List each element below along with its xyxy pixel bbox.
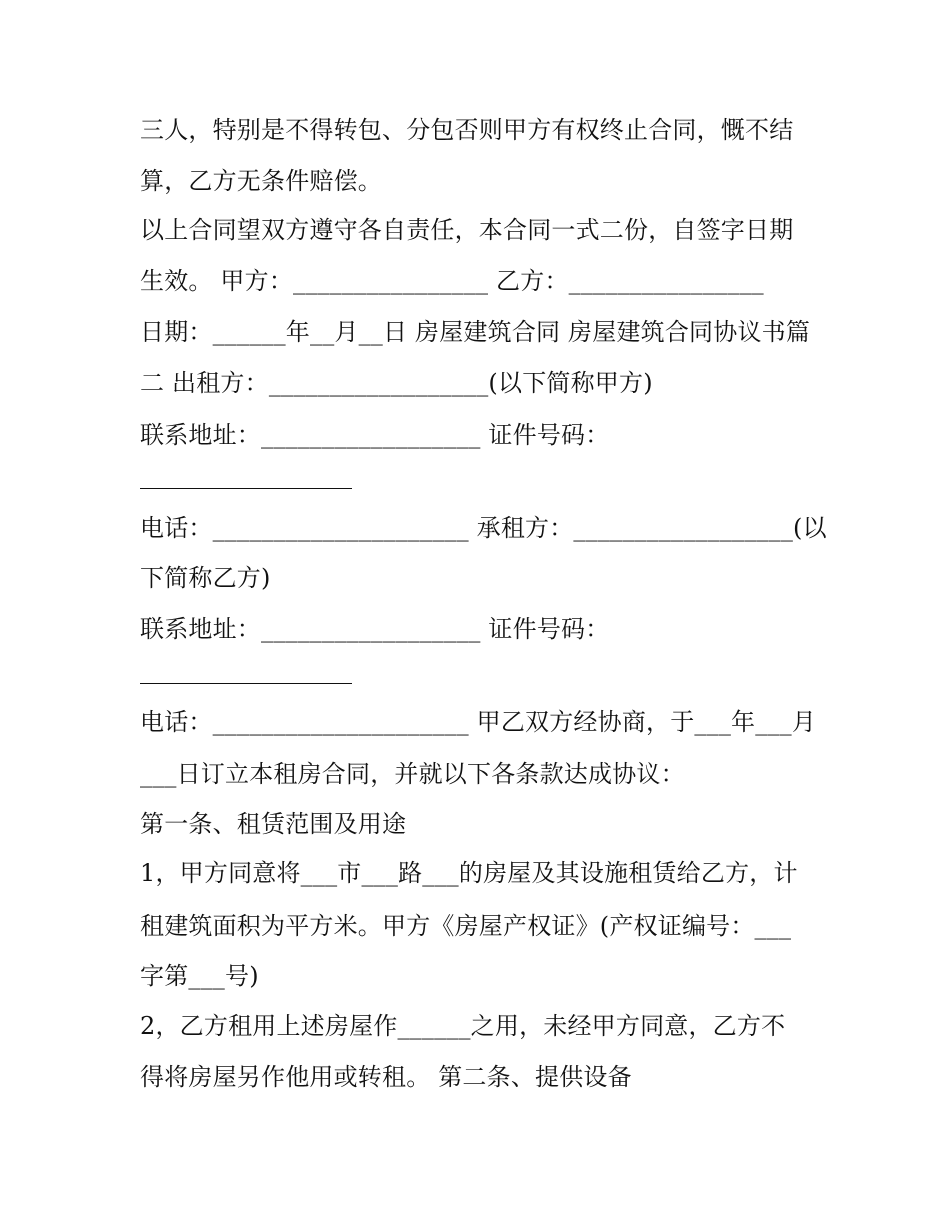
blank-fill-line-1: [140, 488, 352, 489]
blank-fill-line-2: [140, 683, 352, 684]
text-line-15: 租建筑面积为平方米。甲方《房屋产权证》(产权证编号：___: [140, 912, 792, 940]
text-line-4: 生效。 甲方：________________ 乙方：________________: [140, 267, 764, 295]
text-line-14: 1，甲方同意将___市___路___的房屋及其设施租赁给乙方，计: [140, 859, 798, 887]
text-line-11: 电话：_____________________ 甲乙双方经协商，于___年___月: [140, 708, 817, 736]
text-line-5: 日期：______年__月__日 房屋建筑合同 房屋建筑合同协议书篇: [140, 318, 811, 346]
text-line-1: 三人，特别是不得转包、分包否则甲方有权终止合同，慨不结: [140, 116, 794, 144]
text-line-7: 联系地址：__________________ 证件号码：: [140, 421, 610, 449]
text-line-10: 联系地址：__________________ 证件号码：: [140, 615, 610, 643]
text-line-8: 电话：_____________________ 承租方：__________________(以: [140, 514, 827, 542]
text-line-9: 下简称乙方): [140, 564, 271, 592]
text-line-2: 算，乙方无条件赔偿。: [140, 167, 382, 195]
text-line-3: 以上合同望双方遵守各自责任，本合同一式二份，自签字日期: [140, 216, 794, 244]
text-line-12: ___日订立本租房合同，并就以下各条款达成协议：: [140, 760, 685, 788]
text-line-18: 得将房屋另作他用或转租。 第二条、提供设备: [140, 1063, 632, 1091]
text-line-17: 2，乙方租用上述房屋作______之用，未经甲方同意，乙方不: [140, 1012, 786, 1040]
text-line-13: 第一条、租赁范围及用途: [140, 810, 407, 838]
text-line-16: 字第___号): [140, 962, 259, 990]
text-line-6: 二 出租方：__________________(以下简称甲方): [140, 369, 653, 397]
